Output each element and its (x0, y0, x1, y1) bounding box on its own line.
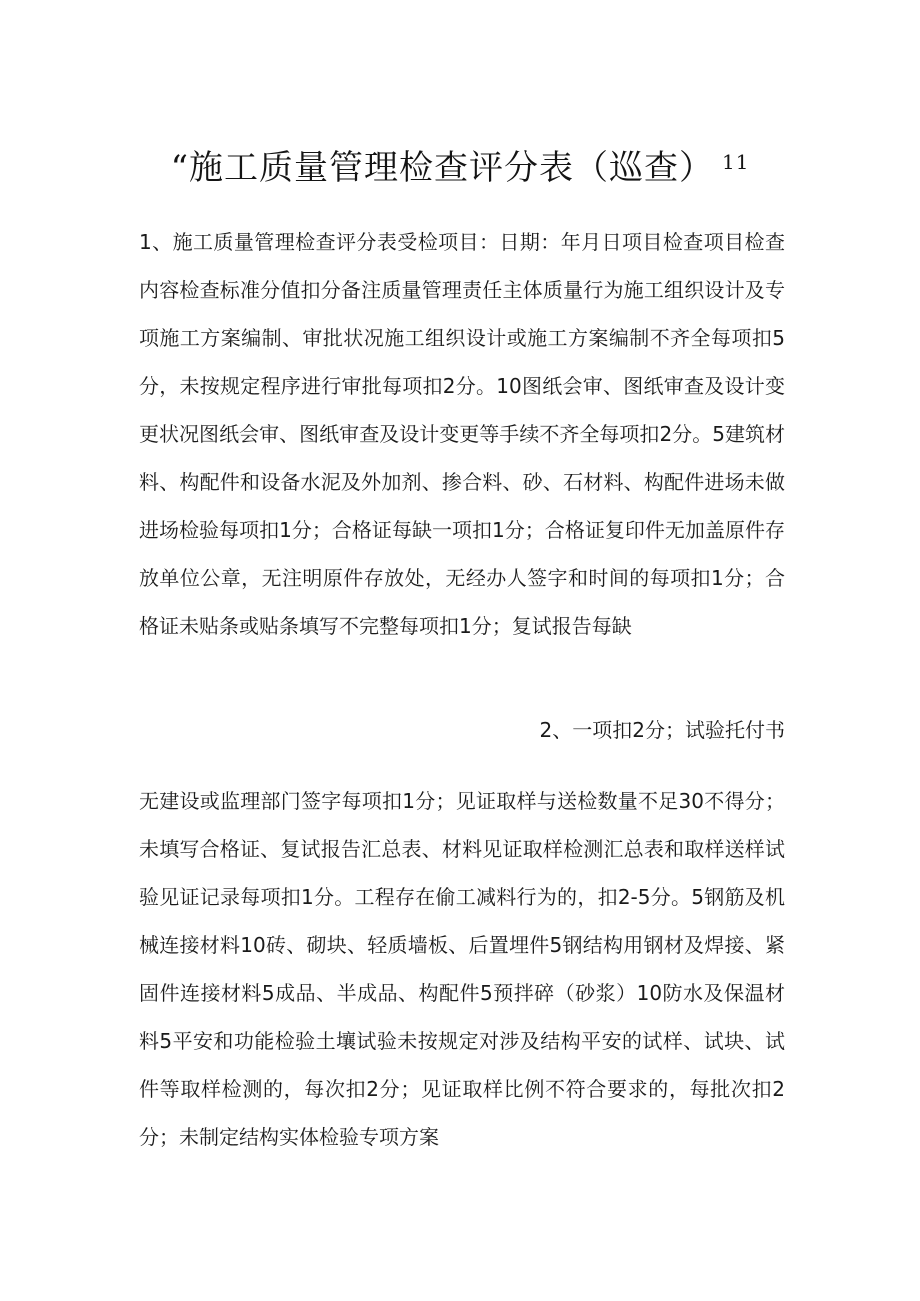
paragraph-3: 无建设或监理部门签字每项扣1分；见证取样与送检数量不足30不得分；未填写合格证、复试报告汇总表、材料见证取样检测汇总表和取样送样试验见证记录每项扣1分。工程存在偷工减料行为的，扣2-5分。5钢筋及机械连接材料10砖、砌块、轻质墙板、后置埋件5钢结构用钢材及焊接、紧固件连接材料5成品、半成品、构配件5预拌碎（砂浆）10防水及保温材料5平安和功能检验土壤试验未按规定对涉及结构平安的试样、试块、试件等取样检测的，每次扣2分；见证取样比例不符合要求的，每批次扣2分；未制定结构实体检验专项方案 (139, 789, 785, 1149)
title-suffix: 11 (721, 150, 750, 174)
title-text: “施工质量管理检查评分表（巡查） (170, 148, 714, 188)
paragraph-1: 1、施工质量管理检查评分表受检项目：日期：年月日项目检查项目检查内容检查标准分值扣分备注质量管理责任主体质量行为施工组织设计及专项施工方案编制、审批状况施工组织设计或施工方案编制不齐全每项扣5分，未按规定程序进行审批每项扣2分。10图纸会审、图纸审查及设计变更状况图纸会审、图纸审查及设计变更等手续不齐全每项扣2分。5建筑材料、构配件和设备水泥及外加剂、掺合料、砂、石材料、构配件进场未做进场检验每项扣1分；合格证每缺一项扣1分；合格证复印件无加盖原件存放单位公章，无注明原件存放处，无经办人签字和时间的每项扣1分；合格证未贴条或贴条填写不完整每项扣1分；复试报告每缺 (139, 230, 785, 638)
document-title (0, 140, 920, 190)
paragraph-2: 2、一项扣2分；试验托付书 (539, 718, 785, 742)
